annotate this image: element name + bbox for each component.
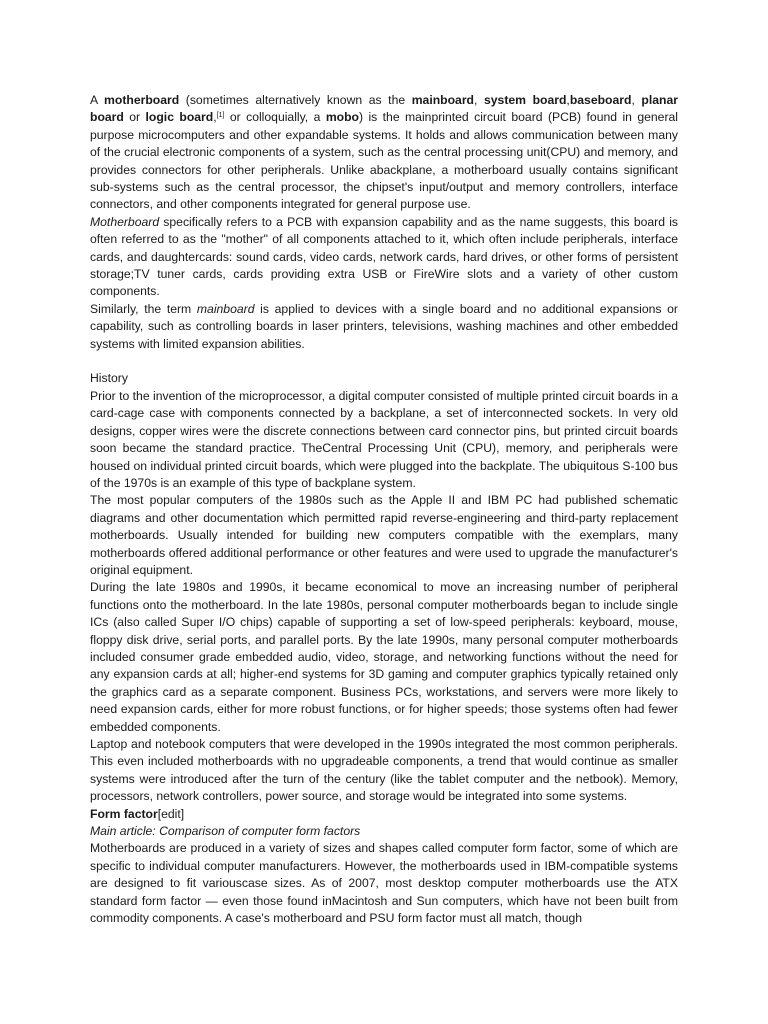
- term-logic-board: logic board: [145, 110, 214, 125]
- similarly-text: Similarly, the term: [90, 301, 197, 316]
- term-motherboard-italic: Motherboard: [90, 214, 160, 229]
- intro-paragraph: [90, 92, 678, 214]
- citation-marker: [1]: [216, 112, 225, 120]
- intro-text: ,: [213, 110, 217, 125]
- blank-line: [90, 353, 678, 370]
- form-factor-title: Form factor: [90, 806, 158, 821]
- edit-link[interactable]: [edit]: [157, 806, 185, 821]
- form-factor-paragraph: Motherboards are produced in a variety of sizes and shapes called computer form factor, some of which are specific to individual computer manufacturers. However, the motherboards used in IBM-compatible systems are designed to fit variouscase sizes. As of 2007, most desktop computer motherboards use the ATX standard form factor — even those found inMacintosh and Sun computers, which have not been built from commodity components. A case's motherboard and PSU form factor must all match, though: [90, 841, 678, 926]
- main-article-note: [90, 823, 678, 840]
- intro-text: (sometimes alternatively known as the: [179, 93, 412, 107]
- history-heading: History: [90, 371, 128, 386]
- intro-text: A: [90, 93, 105, 107]
- document-page: [90, 92, 678, 927]
- term-mobo: mobo: [325, 110, 359, 125]
- intro-text: ,: [631, 93, 642, 107]
- form-factor-heading: [90, 806, 678, 823]
- history-paragraph-1: Prior to the invention of the microprocessor, a digital computer consisted of multiple printed circuit boards in a card-cage case with components connected by a backplane, a set of interconnected sockets. In very old designs, copper wires were the discrete connections between card connector pins, but printed circuit boards soon became the standard practice. TheCentral Processing Unit (CPU), memory, and peripherals were housed on individual printed circuit boards, which were plugged into the backplate. The ubiquitous S-100 bus of the 1970s is an example of this type of backplane system.: [90, 388, 678, 490]
- main-article-text: Main article: Comparison of computer form factors: [90, 824, 361, 839]
- intro-text: or: [123, 110, 146, 125]
- history-paragraph-2: The most popular computers of the 1980s such as the Apple II and IBM PC had published schematic diagrams and other documentation which permitted rapid reverse-engineering and third-party replacement motherboards. Usually intended for building new computers compatible with the exemplars, many motherboards offered additional performance or other features and were used to upgrade the manufacturer's original equipment.: [90, 493, 678, 577]
- similarly-paragraph: [90, 301, 678, 353]
- history-paragraph-3: During the late 1980s and 1990s, it became economical to move an increasing number of peripheral functions onto the motherboard. In the late 1980s, personal computer motherboards began to include single ICs (also called Super I/O chips) capable of supporting a set of low-speed peripherals: keyboard, mouse, floppy disk drive, serial ports, and parallel ports. By the late 1990s, many personal computer motherboards included consumer grade embedded audio, video, storage, and networking functions without the need for any expansion cards at all; higher-end systems for 3D gaming and computer graphics typically retained only the graphics card as a separate component. Business PCs, workstations, and servers were more likely to need expansion cards, either for more robust functions, or for higher speeds; those systems often had fewer embedded components.: [90, 580, 678, 734]
- history-paragraph-4: Laptop and notebook computers that were developed in the 1990s integrated the most common peripherals. This even included motherboards with no upgradeable components, a trend that would continue as smaller systems were introduced after the turn of the century (like the tablet computer and the netbook). Memory, processors, network controllers, power source, and storage would be integrated into some systems.: [90, 737, 678, 804]
- term-system-board: system board: [483, 93, 567, 107]
- specific-text: specifically refers to a PCB with expansion capability and as the name suggests, this board is often referred to as the "mother" of all components attached to it, which often include peripherals, interface cards, and daughtercards: sound cards, video cards, network cards, hard drives, or other forms of persistent storage;TV tuner cards, cards providing extra USB or FireWire slots and a variety of other custom components.: [90, 214, 678, 299]
- specific-paragraph: [90, 214, 678, 301]
- intro-text: ,: [566, 93, 570, 107]
- term-mainboard: mainboard: [411, 93, 475, 107]
- intro-text: ,: [474, 93, 484, 107]
- intro-text: or colloquially, a: [224, 110, 326, 125]
- term-mainboard-italic: mainboard: [196, 301, 255, 316]
- intro-text: ) is the mainprinted circuit board (PCB) found in general purpose microcomputers and other expandable systems. It holds and allows communication between many of the crucial electronic components of a system, such as the central processing unit(CPU) and memory, and provides connectors for other peripherals. Unlike abackplane, a motherboard usually contains significant sub-systems such as the central processor, the chipset's input/output and memory controllers, interface connectors, and other components integrated for general purpose use.: [90, 110, 679, 212]
- term-baseboard: baseboard: [569, 93, 632, 107]
- similarly-text: is applied to devices with a single board and no additional expansions or capability, such as controlling boards in laser printers, televisions, washing machines and other embedded systems with limited expansion abilities.: [90, 301, 678, 351]
- term-planar-board: planar board: [90, 93, 678, 125]
- term-motherboard: motherboard: [104, 93, 180, 107]
